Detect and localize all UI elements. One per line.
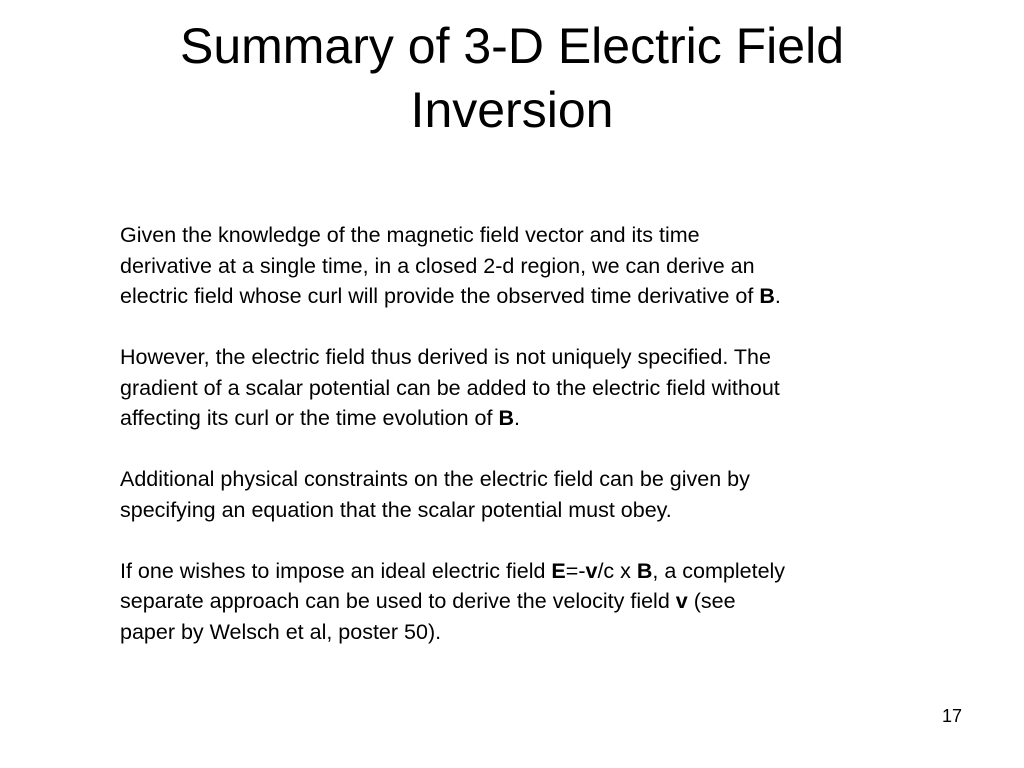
paragraph-2-line-3-text: affecting its curl or the time evolution of — [120, 406, 499, 430]
equation-middle: /c x — [597, 558, 637, 583]
slide-title-line-1: Summary of 3-D Electric Field — [179, 18, 845, 74]
slide-body — [120, 220, 940, 647]
magnetic-field-symbol: B — [498, 406, 514, 430]
paragraph-4-line-1-text: If one wishes to impose an ideal electric field — [120, 558, 552, 583]
paragraph-2-line-1: However, the electric field thus derived is not uniquely specified. The — [120, 345, 771, 369]
paragraph-1-line-2: derivative at a single time, in a closed 2-d region, we can derive an — [120, 253, 755, 278]
paragraph-2-line-2: gradient of a scalar potential can be added to the electric field without — [120, 375, 780, 400]
equation-equals: =- — [565, 558, 586, 583]
slide-number: 17 — [941, 706, 962, 726]
paragraph-4-line-2-end: (see — [687, 589, 736, 613]
paragraph-1-line-3-end: . — [774, 284, 781, 308]
paragraph-2-line-3 — [120, 403, 940, 434]
slide-title-line-2: Inversion — [410, 82, 614, 138]
paragraph-1-line-1: Given the knowledge of the magnetic field vector and its time — [120, 223, 700, 247]
magnetic-field-symbol: B — [759, 284, 775, 308]
paragraph-field-derivation — [120, 220, 940, 312]
paragraph-2-line-3-end: . — [513, 406, 520, 430]
paragraph-4-line-2 — [120, 586, 940, 617]
paragraph-3-line-1: Additional physical constraints on the electric field can be given by — [120, 467, 750, 491]
paragraph-4-line-1 — [120, 556, 940, 587]
paragraph-constraints — [120, 464, 940, 525]
velocity-symbol: v — [585, 558, 598, 583]
paragraph-1-line-3 — [120, 281, 940, 312]
velocity-symbol: v — [675, 589, 688, 613]
paragraph-4-line-3: paper by Welsch et al, poster 50). — [120, 619, 442, 644]
paragraph-non-uniqueness — [120, 342, 940, 434]
slide-title — [0, 14, 1024, 142]
electric-field-symbol: E — [551, 558, 566, 583]
paragraph-4-line-2-text: separate approach can be used to derive the velocity field — [120, 589, 676, 613]
paragraph-3-line-2: specifying an equation that the scalar potential must obey. — [120, 497, 672, 522]
magnetic-field-symbol: B — [636, 558, 653, 583]
paragraph-ideal-field — [120, 556, 940, 648]
paragraph-1-line-3-text: electric field whose curl will provide the observed time derivative of — [120, 284, 760, 308]
paragraph-4-line-1-end: , a completely — [652, 558, 786, 583]
